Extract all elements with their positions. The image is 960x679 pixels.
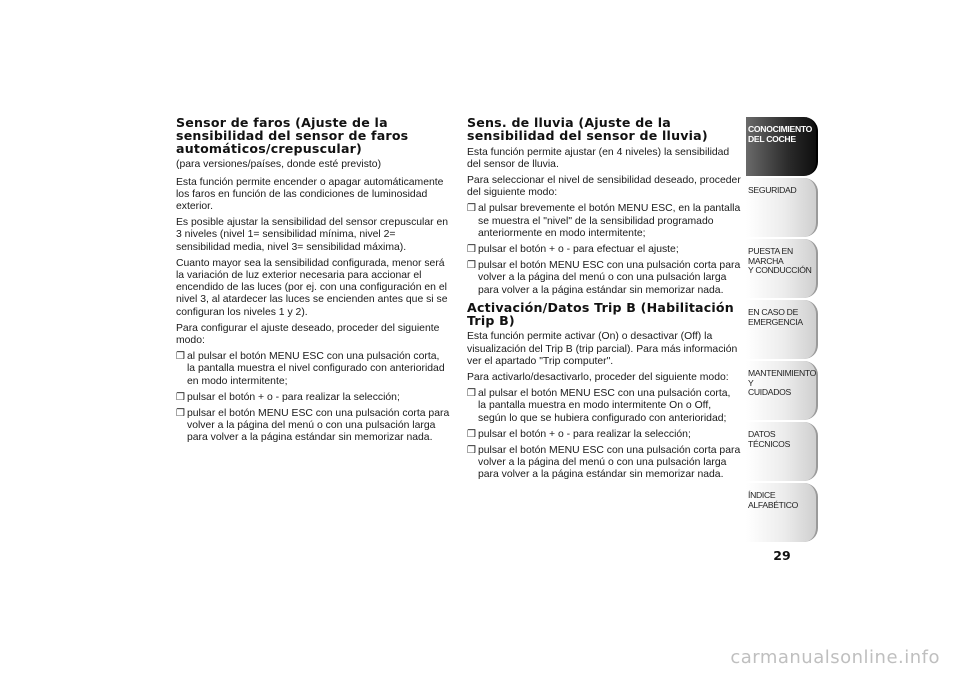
list-item: ❒ pulsar el botón MENU ESC con una pulsación corta para volver a la página del menú o con una pulsación larga para volver a la página estándar sin memorizar nada.: [176, 408, 450, 444]
left-column: [176, 117, 450, 450]
bullet-list: [176, 351, 450, 444]
right-column: [467, 117, 741, 487]
chapter-tabs: [746, 117, 818, 544]
list-item: ❒ al pulsar brevemente el botón MENU ESC, en la pantalla se muestra el "nivel" de la sensibilidad programado anteriormente en modo intermitente;: [467, 203, 741, 239]
watermark: carmanualsonline.info: [730, 647, 940, 668]
list-item: ❒ al pulsar el botón MENU ESC con una pulsación corta, la pantalla muestra en modo intermitente On o Off, según lo que se hubiera configurado con anterioridad;: [467, 388, 731, 424]
checkbox-bullet-icon: ❒: [467, 244, 476, 256]
section-heading-rain-sensor: Sens. de lluvia (Ajuste de la sensibilidad del sensor de lluvia): [467, 115, 708, 143]
page-number: 29: [773, 548, 791, 563]
list-item: ❒ pulsar el botón MENU ESC con una pulsación corta para volver a la página del menú o con una pulsación larga para volver a la página estándar sin memorizar nada.: [467, 445, 741, 481]
paragraph: Esta función permite ajustar (en 4 niveles) la sensibilidad del sensor de lluvia.: [467, 146, 730, 170]
list-item: ❒ pulsar el botón MENU ESC con una pulsación corta para volver a la página del menú o con una pulsación larga para volver a la página estándar sin memorizar nada.: [467, 260, 741, 296]
checkbox-bullet-icon: ❒: [467, 388, 476, 400]
paragraph: Esta función permite activar (On) o desactivar (Off) la visualización del Trip B (trip parcial). Para más información ver el apartado "Trip computer".: [467, 331, 738, 367]
paragraph: Para seleccionar el nivel de sensibilidad deseado, proceder del siguiente modo:: [467, 175, 741, 199]
tab-datos-tecnicos[interactable]: DATOS TÉCNICOS: [746, 422, 818, 481]
tab-mantenimiento[interactable]: MANTENIMIENTO Y CUIDADOS: [746, 361, 818, 420]
tab-indice-alfabetico[interactable]: ÍNDICE ALFABÉTICO: [746, 483, 818, 542]
list-item: ❒ pulsar el botón + o - para efectuar el ajuste;: [467, 244, 679, 256]
list-item: ❒ al pulsar el botón MENU ESC con una pulsación corta, la pantalla muestra el nivel configurado con anterioridad en modo intermitente;: [176, 351, 445, 387]
checkbox-bullet-icon: ❒: [176, 408, 185, 420]
checkbox-bullet-icon: ❒: [176, 391, 185, 403]
paragraph: Cuanto mayor sea la sensibilidad configurada, menor será la variación de luz exterior necesaria para accionar el encendido de las luces (por ej. con una configuración en el nivel 3, al atardecer las luces se encienden antes que si se configuran los niveles 1 y 2).: [176, 257, 448, 318]
bullet-list: [467, 203, 741, 296]
paragraph: Es posible ajustar la sensibilidad del sensor crepuscular en 3 niveles (nivel 1= sensibilidad mínima, nivel 2= sensibilidad media, nivel 3= sensibilidad máxima).: [176, 217, 449, 253]
checkbox-bullet-icon: ❒: [467, 260, 476, 272]
paragraph: Esta función permite encender o apagar automáticamente los faros en función de las condiciones de luminosidad exterior.: [176, 176, 444, 212]
tab-puesta-en-marcha[interactable]: PUESTA EN MARCHA Y CONDUCCIÓN: [746, 239, 818, 298]
paragraph: Para configurar el ajuste deseado, proceder del siguiente modo:: [176, 322, 440, 347]
paragraph: Para activarlo/desactivarlo, proceder del siguiente modo:: [467, 372, 729, 384]
checkbox-bullet-icon: ❒: [467, 203, 476, 215]
checkbox-bullet-icon: ❒: [467, 428, 476, 440]
bullet-list: [467, 388, 741, 481]
section-heading-trip-b: Activación/Datos Trip B (Habilitación Trip B): [467, 299, 734, 328]
tab-en-caso-de-emergencia[interactable]: EN CASO DE EMERGENCIA: [746, 300, 818, 359]
list-item: ❒ pulsar el botón + o - para realizar la selección;: [176, 391, 400, 403]
list-item: ❒ pulsar el botón + o - para realizar la selección;: [467, 428, 691, 440]
availability-note: (para versiones/países, donde esté previsto): [176, 159, 382, 171]
checkbox-bullet-icon: ❒: [176, 351, 185, 363]
tab-seguridad[interactable]: SEGURIDAD: [746, 178, 818, 237]
tab-conocimiento-del-coche[interactable]: CONOCIMIENTO DEL COCHE: [746, 117, 818, 176]
checkbox-bullet-icon: ❒: [467, 445, 476, 457]
section-heading-light-sensor: Sensor de faros (Ajuste de la sensibilidad del sensor de faros automáticos/crepuscular): [176, 115, 409, 156]
